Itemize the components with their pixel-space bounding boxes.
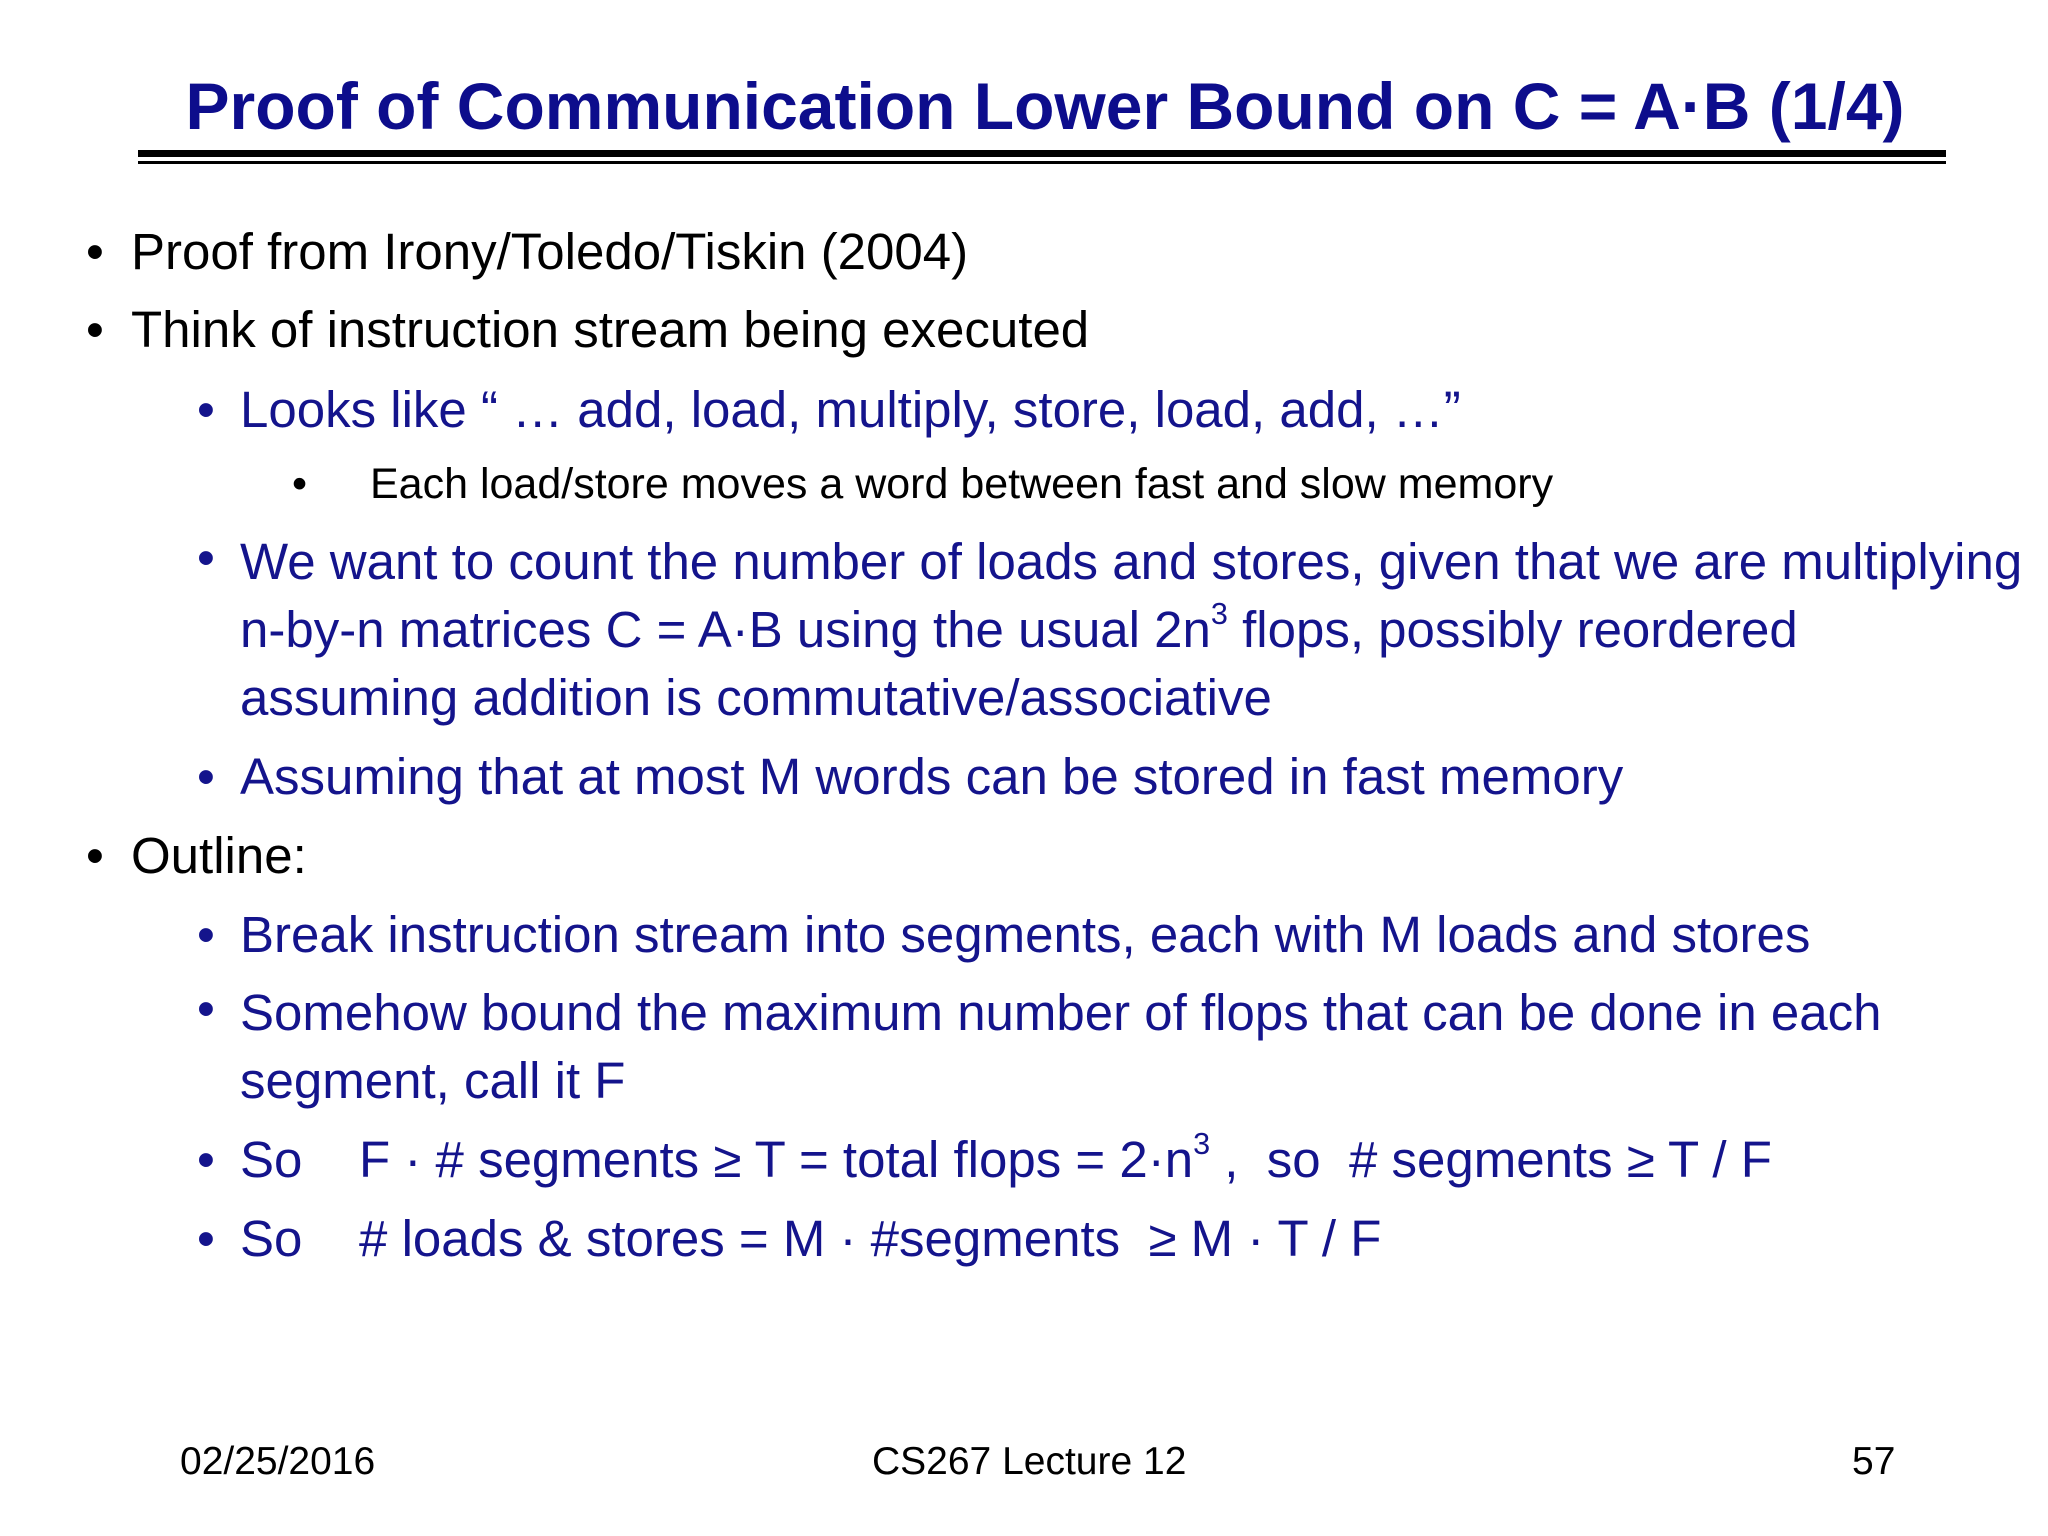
bullet-text (240, 1127, 1772, 1189)
bullet-text: Assuming that at most M words can be stored in fast memory (240, 748, 1624, 805)
bullet-text: Think of instruction stream being executed (131, 301, 1090, 358)
bullet-text: Outline: (131, 827, 307, 884)
bullet-glyph: • (197, 381, 215, 438)
bullet-glyph: • (197, 529, 215, 586)
bullet-text-part: We want to count the number of loads and stores, given that we are multiplying n-by-n matrices C = A·B using the usual 2n (240, 533, 2023, 658)
bullet-text: Somehow bound the maximum number of flops that can be done in each segment, call it F (240, 984, 1882, 1109)
footer-lecture: CS267 Lecture 12 (872, 1440, 1187, 1483)
bullet-text: So # loads & stores = M · #segments ≥ M · T / F (240, 1210, 1382, 1267)
bullet-glyph: • (86, 223, 104, 280)
bullet-text: Each load/store moves a word between fast and slow memory (370, 460, 1554, 508)
bullet-text: Break instruction stream into segments, each with M loads and stores (240, 906, 1811, 963)
bullet-text: Looks like “ … add, load, multiply, store, load, add, …” (240, 381, 1461, 438)
bullet-glyph: • (197, 1210, 215, 1267)
exponent: 3 (1193, 1127, 1211, 1162)
bullet-text-part: So F · # segments ≥ T = total flops = 2·n (240, 1131, 1194, 1188)
bullet-glyph: • (197, 748, 215, 805)
footer-date: 02/25/2016 (180, 1440, 376, 1483)
footer-page-number: 57 (1852, 1440, 1896, 1483)
bullet-glyph: • (86, 827, 104, 884)
bullet-glyph: • (197, 1131, 215, 1188)
bullet-glyph: • (292, 460, 308, 508)
title-underline-thick (138, 150, 1946, 157)
bullet-text: Proof from Irony/Toledo/Tiskin (2004) (131, 223, 969, 280)
slide-title: Proof of Communication Lower Bound on C = A·B (1/4) (185, 69, 1905, 143)
title-underline-thin (138, 161, 1946, 164)
exponent: 3 (1210, 597, 1228, 632)
bullet-glyph: • (86, 301, 104, 358)
bullet-text-part: flops, possibly reordered assuming addition is commutative/associative (240, 601, 1798, 726)
bullet-text (240, 528, 2030, 732)
bullet-glyph: • (197, 906, 215, 963)
bullet-text-part: , so # segments ≥ T / F (1210, 1131, 1772, 1188)
bullet-glyph: • (197, 980, 215, 1037)
